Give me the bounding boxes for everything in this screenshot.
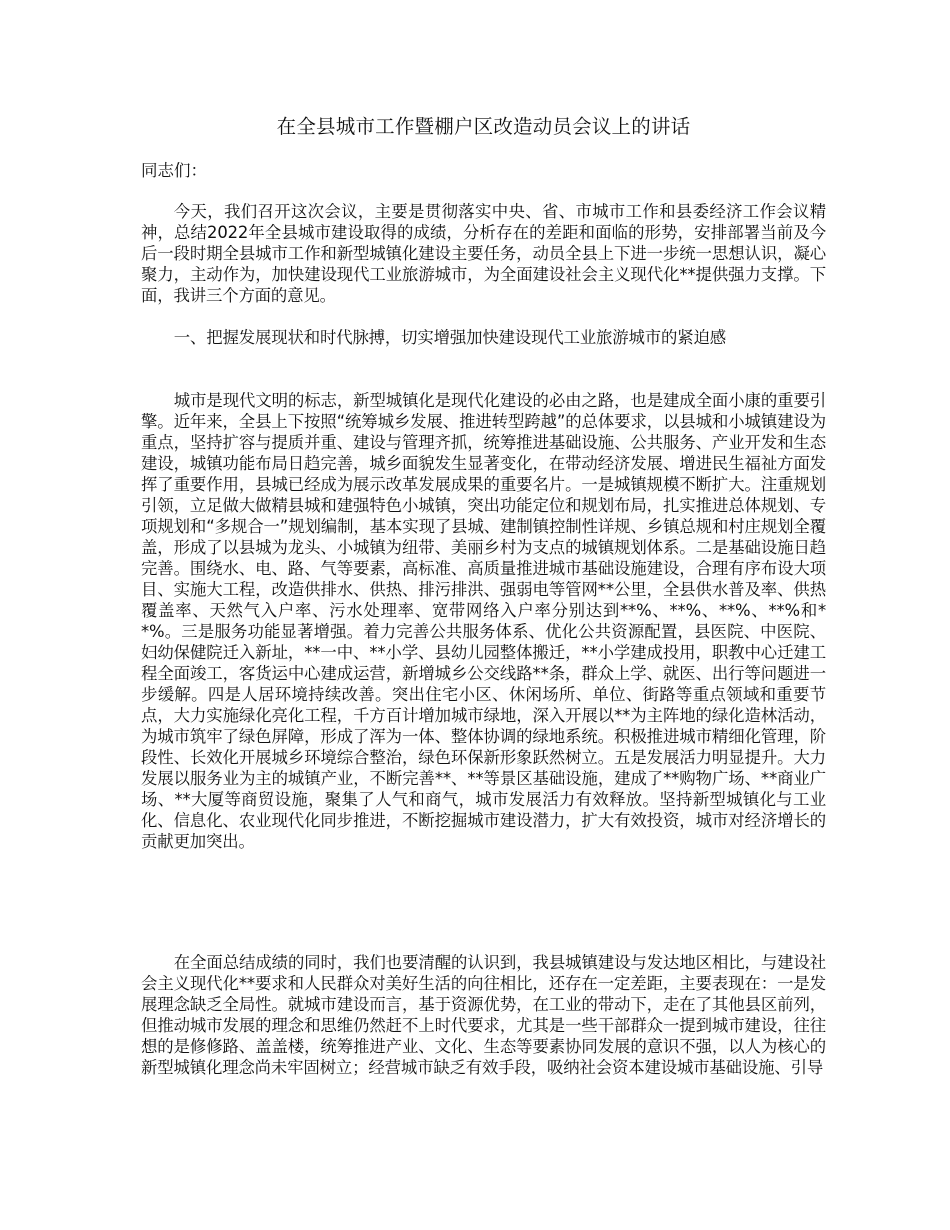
paragraph-intro: 今天，我们召开这次会议，主要是贯彻落实中央、省、市城市工作和县委经济工作会议精神，总结2022年全县城市建设取得的成绩，分析存在的差距和面临的形势，安排部署当前及今后一段时期全县城市工作和新型城镇化建设主要任务，动员全县上下进一步统一思想认识，凝心聚力，主动作为，加快建设现代工业旅游城市，为全面建设社会主义现代化**提供强力支撑。下面，我讲三个方面的意见。 bbox=[141, 202, 826, 305]
paragraph-achievements: 城市是现代文明的标志，新型城镇化是现代化建设的必由之路，也是建成全面小康的重要引擎。近年来，全县上下按照“统筹城乡发展、推进转型跨越”的总体要求，以县城和小城镇建设为重点，坚持扩容与提质并重、建设与管理齐抓，统筹推进基础设施、公共服务、产业开发和生态建设，城镇功能布局日趋完善，城乡面貌发生显著变化，在带动经济发展、增进民生福祉方面发挥了重要作用，县城已经成为展示改革发展成果的重要名片。一是城镇规模不断扩大。注重规划引领，立足做大做精县城和建强特色小城镇，突出功能定位和规划布局，扎实推进总体规划、专项规划和“多规合一”规划编制，基本实现了县城、建制镇控制性详规、乡镇总规和村庄规划全覆盖，形成了以县城为龙头、小城镇为纽带、美丽乡村为支点的城镇规划体系。二是基础设施日趋完善。围绕水、电、路、气等要素，高标准、高质量推进城市基础设施建设，合理有序布设大项目、实施大工程，改造供排水、供热、排污排洪、强弱电等管网**公里，全县供水普及率、供热覆盖率、天然气入户率、污水处理率、宽带网络入户率分别达到**%、**%、**%、**%和**%。三是服务功能显著增强。着力完善公共服务体系、优化公共资源配置，县医院、中医院、妇幼保健院迁入新址，**一中、**小学、县幼儿园整体搬迁，**小学建成投用，职教中心迁建工程全面竣工，客货运中心建成运营，新增城乡公交线路**条，群众上学、就医、出行等问题进一步缓解。四是人居环境持续改善。突出住宅小区、休闲场所、单位、街路等重点领域和重要节点，大力实施绿化亮化工程，千方百计增加城市绿地，深入开展以**为主阵地的绿化造林活动，为城市筑牢了绿色屏障，形成了浑为一体、整体协调的绿地系统。积极推进城市精细化管理，阶段性、长效化开展城乡环境综合整治，绿色环保新形象跃然树立。五是发展活力明显提升。大力发展以服务业为主的城镇产业，不断完善**、**等景区基础设施，建成了**购物广场、**商业广场、**大厦等商贸设施，聚集了人气和商气，城市发展活力有效释放。坚持新型城镇化与工业化、信息化、农业现代化同步推进，不断挖掘城市建设潜力，扩大有效投资，城市对经济增长的贡献更加突出。 bbox=[141, 391, 826, 851]
greeting: 同志们： bbox=[141, 161, 207, 180]
document-title: 在全县城市工作暨棚户区改造动员会议上的讲话 bbox=[276, 115, 691, 138]
paragraph-shortcomings: 在全面总结成绩的同时，我们也要清醒的认识到，我县城镇建设与发达地区相比，与建设社会主义现代化**要求和人民群众对美好生活的向往相比，还存在一定差距，主要表现在：一是发展理念缺乏全局性。就城市建设而言，基于资源优势，在工业的带动下，走在了其他县区前列，但推动城市发展的理念和思维仍然赶不上时代要求，尤其是一些干部群众一提到城市建设，往往想的是修修路、盖盖楼，统筹推进产业、文化、生态等要素协同发展的意识不强，以人为核心的新型城镇化理念尚未牢固树立；经营城市缺乏有效手段，吸纳社会资本建设城市基础设施、引导 bbox=[141, 953, 826, 1077]
paragraph-section-heading: 一、把握发展现状和时代脉搏，切实增强加快建设现代工业旅游城市的紧迫感 bbox=[173, 328, 726, 347]
